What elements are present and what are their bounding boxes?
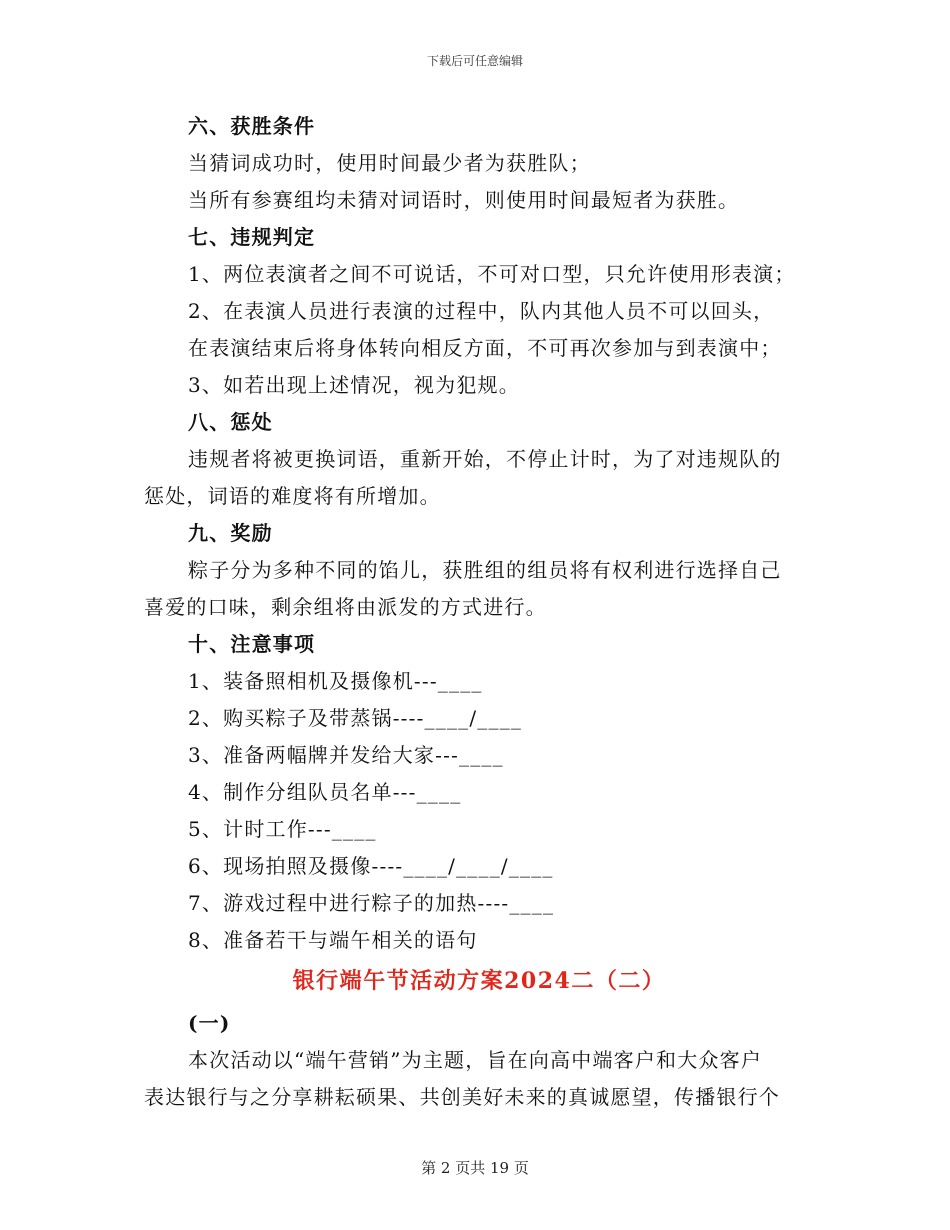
paragraph-line: 当所有参赛组均未猜对词语时，则使用时间最短者为获胜。 [188,188,740,212]
subsection-heading: (一) [188,1011,231,1035]
list-item: 8、准备若干与端午相关的语句 [188,928,478,952]
list-item: 5、计时工作---____ [188,817,377,841]
list-item: 3、准备两幅牌并发给大家---____ [188,743,504,767]
list-item: 2、在表演人员进行表演的过程中，队内其他人员不可以回头， [188,299,775,323]
paragraph-line: 当猜词成功时，使用时间最少者为获胜队； [188,151,591,175]
section-heading-notes: 十、注意事项 [188,632,316,656]
paragraph-line: 表达银行与之分享耕耘硕果、共创美好未来的真诚愿望，传播银行个 [144,1085,780,1109]
document-body [144,108,804,1116]
list-item: 6、现场拍照及摄像----____/____/____ [188,854,554,878]
paragraph-line: 违规者将被更换词语，重新开始，不停止计时，为了对违规队的 [188,447,782,471]
list-item: 1、两位表演者之间不可说话，不可对口型，只允许使用形表演； [188,262,796,286]
list-item: 1、装备照相机及摄像机---____ [188,669,483,693]
list-item: 7、游戏过程中进行粽子的加热----____ [188,891,555,915]
section-heading-violation: 七、违规判定 [188,225,316,249]
list-item-continuation: 在表演结束后将身体转向相反方面，不可再次参加与到表演中； [188,336,782,360]
paragraph-line: 喜爱的口味，剩余组将由派发的方式进行。 [144,595,547,619]
section-heading-victory: 六、获胜条件 [188,114,316,138]
paragraph-line: 粽子分为多种不同的馅儿，获胜组的组员将有权利进行选择自己 [188,558,782,582]
document-title: 银行端午节活动方案2024二（二） [292,968,666,994]
paragraph-line: 本次活动以“端午营销”为主题，旨在向高中端客户和大众客户 [188,1048,763,1072]
list-item: 2、购买粽子及带蒸锅----____/____ [188,706,523,730]
page-header: 下载后可任意编辑 [426,54,523,68]
list-item: 4、制作分组队员名单---____ [188,780,462,804]
page-footer: 第 2 页共 19 页 [421,1159,529,1177]
list-item: 3、如若出现上述情况，视为犯规。 [188,373,520,397]
section-heading-reward: 九、奖励 [188,521,273,545]
section-heading-penalty: 八、惩处 [188,410,273,434]
paragraph-line: 惩处，词语的难度将有所增加。 [144,484,441,508]
